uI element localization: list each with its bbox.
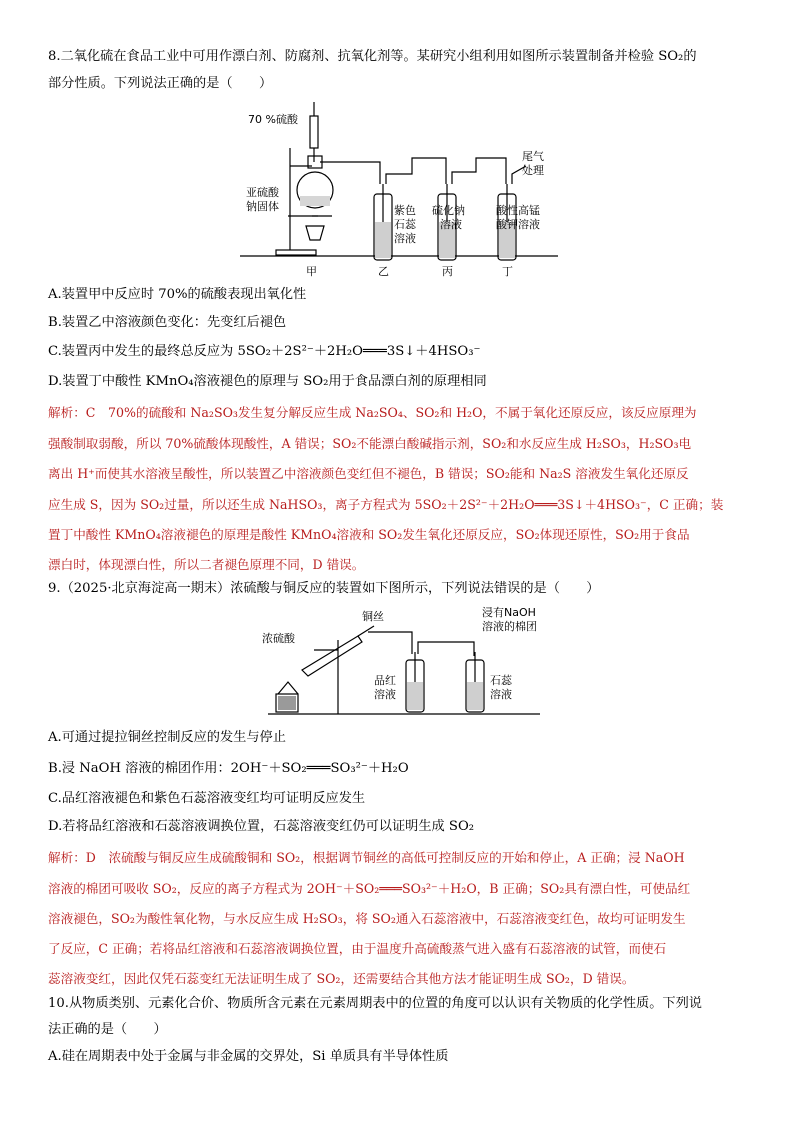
- q9-option-b: B.浸 NaOH 溶液的棉团作用：2OH⁻＋SO₂═══SO₃²⁻＋H₂O: [48, 761, 409, 776]
- q9-explanation-line-2: 溶液的棉团可吸收 SO₂，反应的离子方程式为 2OH⁻＋SO₂═══SO₃²⁻＋H₂O，B 正确；SO₂具有漂白性，可使品红: [48, 881, 691, 896]
- q8-stem-line1: 8.二氧化硫在食品工业中可用作漂白剂、防腐剂、抗氧化剂等。某研究小组利用如图所示装置制备并检验 SO₂的: [48, 49, 697, 64]
- q9-stem: 9.（2025·北京海淀高一期末）浓硫酸与铜反应的装置如下图所示，下列说法错误的是（ ）: [48, 581, 600, 596]
- q8-fig-tube-c-label-2: 溶液: [440, 218, 462, 231]
- q8-fig-tail-label-1: 尾气: [522, 150, 544, 163]
- q9-option-a: A.可通过提拉铜丝控制反应的发生与停止: [48, 730, 286, 745]
- q8-fig-label-ding: 丁: [502, 265, 513, 278]
- q8-stem-line2: 部分性质。下列说法正确的是（ ）: [48, 76, 273, 91]
- q10-stem-line1: 10.从物质类别、元素化合价、物质所含元素在元素周期表中的位置的角度可以认识有关物质的化学性质。下列说: [48, 996, 702, 1011]
- q8-fig-tube-d-label-2: 酸钾溶液: [496, 218, 540, 231]
- q8-fig-tube-d-label-1: 酸性高锰: [496, 204, 540, 217]
- q8-option-d: D.装置丁中酸性 KMnO₄溶液褪色的原理与 SO₂用于食品漂白剂的原理相同: [48, 374, 487, 389]
- q8-fig-tube-c-label-1: 硫化钠: [432, 204, 465, 217]
- q9-fig-cotton-label-1: 浸有NaOH: [482, 606, 536, 619]
- q8-option-b: B.装置乙中溶液颜色变化：先变红后褪色: [48, 315, 287, 330]
- q8-option-c: C.装置丙中发生的最终总反应为 5SO₂＋2S²⁻＋2H₂O═══3S↓＋4HSO₃⁻: [48, 344, 481, 359]
- q8-fig-label-yi: 乙: [378, 265, 389, 278]
- q8-explanation-line-2: 强酸制取弱酸，所以 70%硫酸体现酸性，A 错误；SO₂不能漂白酸碱指示剂，SO₂和水反应生成 H₂SO₃，H₂SO₃电: [48, 436, 692, 451]
- q8-explanation-line-6: 漂白时，体现漂白性，所以二者褪色原理不同，D 错误。: [48, 557, 365, 572]
- q8-explanation-line-1: 解析：C 70%的硫酸和 Na₂SO₃发生复分解反应生成 Na₂SO₄、SO₂和 H₂O，不属于氧化还原反应，该反应原理为: [48, 405, 697, 420]
- q8-explanation-line-5: 置丁中酸性 KMnO₄溶液褪色的原理是酸性 KMnO₄溶液和 SO₂发生氧化还原反应，SO₂体现还原性，SO₂用于食品: [48, 527, 690, 542]
- q8-fig-tail-label-2: 处理: [522, 164, 544, 177]
- q8-apparatus-figure: [240, 98, 560, 280]
- q9-apparatus-figure: [258, 602, 548, 720]
- q8-fig-acid-label: 70 %硫酸: [248, 113, 298, 126]
- q8-fig-label-bing: 丙: [442, 265, 453, 278]
- q9-option-c: C.品红溶液褪色和紫色石蕊溶液变红均可证明反应发生: [48, 791, 366, 806]
- q10-stem-line2: 法正确的是（ ）: [48, 1022, 167, 1037]
- q8-explanation-line-3: 离出 H⁺而使其水溶液呈酸性，所以装置乙中溶液颜色变红但不褪色，B 错误；SO₂能和 Na₂S 溶液发生氧化还原反: [48, 466, 689, 481]
- q9-fig-acid-label: 浓硫酸: [262, 632, 295, 645]
- q8-fig-tube-b-label-1: 紫色: [394, 204, 416, 217]
- q9-explanation-line-5: 蕊溶液变红，因此仅凭石蕊变红无法证明生成了 SO₂，还需要结合其他方法才能证明生成 SO₂，D 错误。: [48, 971, 635, 986]
- q9-explanation-line-4: 了反应，C 正确；若将品红溶液和石蕊溶液调换位置，由于温度升高硫酸蒸气进入盛有石蕊溶液的试管，而使石: [48, 941, 667, 956]
- q9-explanation-line-1: 解析：D 浓硫酸与铜反应生成硫酸铜和 SO₂，根据调节铜丝的高低可控制反应的开始和停止，A 正确；浸 NaOH: [48, 850, 685, 865]
- q8-fig-tube-b-label-3: 溶液: [394, 232, 416, 245]
- q9-fig-pinhong-label-2: 溶液: [374, 688, 396, 701]
- q8-fig-label-jia: 甲: [306, 265, 317, 278]
- q9-fig-wire-label: 铜丝: [362, 610, 384, 623]
- q8-option-a: A.装置甲中反应时 70%的硫酸表现出氧化性: [48, 287, 307, 302]
- q10-option-a: A.硅在周期表中处于金属与非金属的交界处，Si 单质具有半导体性质: [48, 1049, 449, 1064]
- q9-fig-shirui-label-2: 溶液: [490, 688, 512, 701]
- q9-fig-pinhong-label-1: 品红: [374, 674, 396, 687]
- q8-explanation-line-4: 应生成 S，因为 SO₂过量，所以还生成 NaHSO₃，离子方程式为 5SO₂＋2S²⁻＋2H₂O═══3S↓＋4HSO₃⁻，C 正确；装: [48, 497, 724, 512]
- q9-option-d: D.若将品红溶液和石蕊溶液调换位置，石蕊溶液变红仍可以证明生成 SO₂: [48, 819, 475, 834]
- q8-fig-solid-label-1: 亚硫酸: [246, 186, 279, 199]
- q8-fig-tube-b-label-2: 石蕊: [394, 218, 416, 231]
- q9-fig-shirui-label-1: 石蕊: [490, 674, 512, 687]
- q8-fig-solid-label-2: 钠固体: [246, 200, 279, 213]
- q9-explanation-line-3: 溶液褪色，SO₂为酸性氧化物，与水反应生成 H₂SO₃，将 SO₂通入石蕊溶液中，石蕊溶液变红色，故均可证明发生: [48, 911, 686, 926]
- q9-fig-cotton-label-2: 溶液的棉团: [482, 620, 537, 633]
